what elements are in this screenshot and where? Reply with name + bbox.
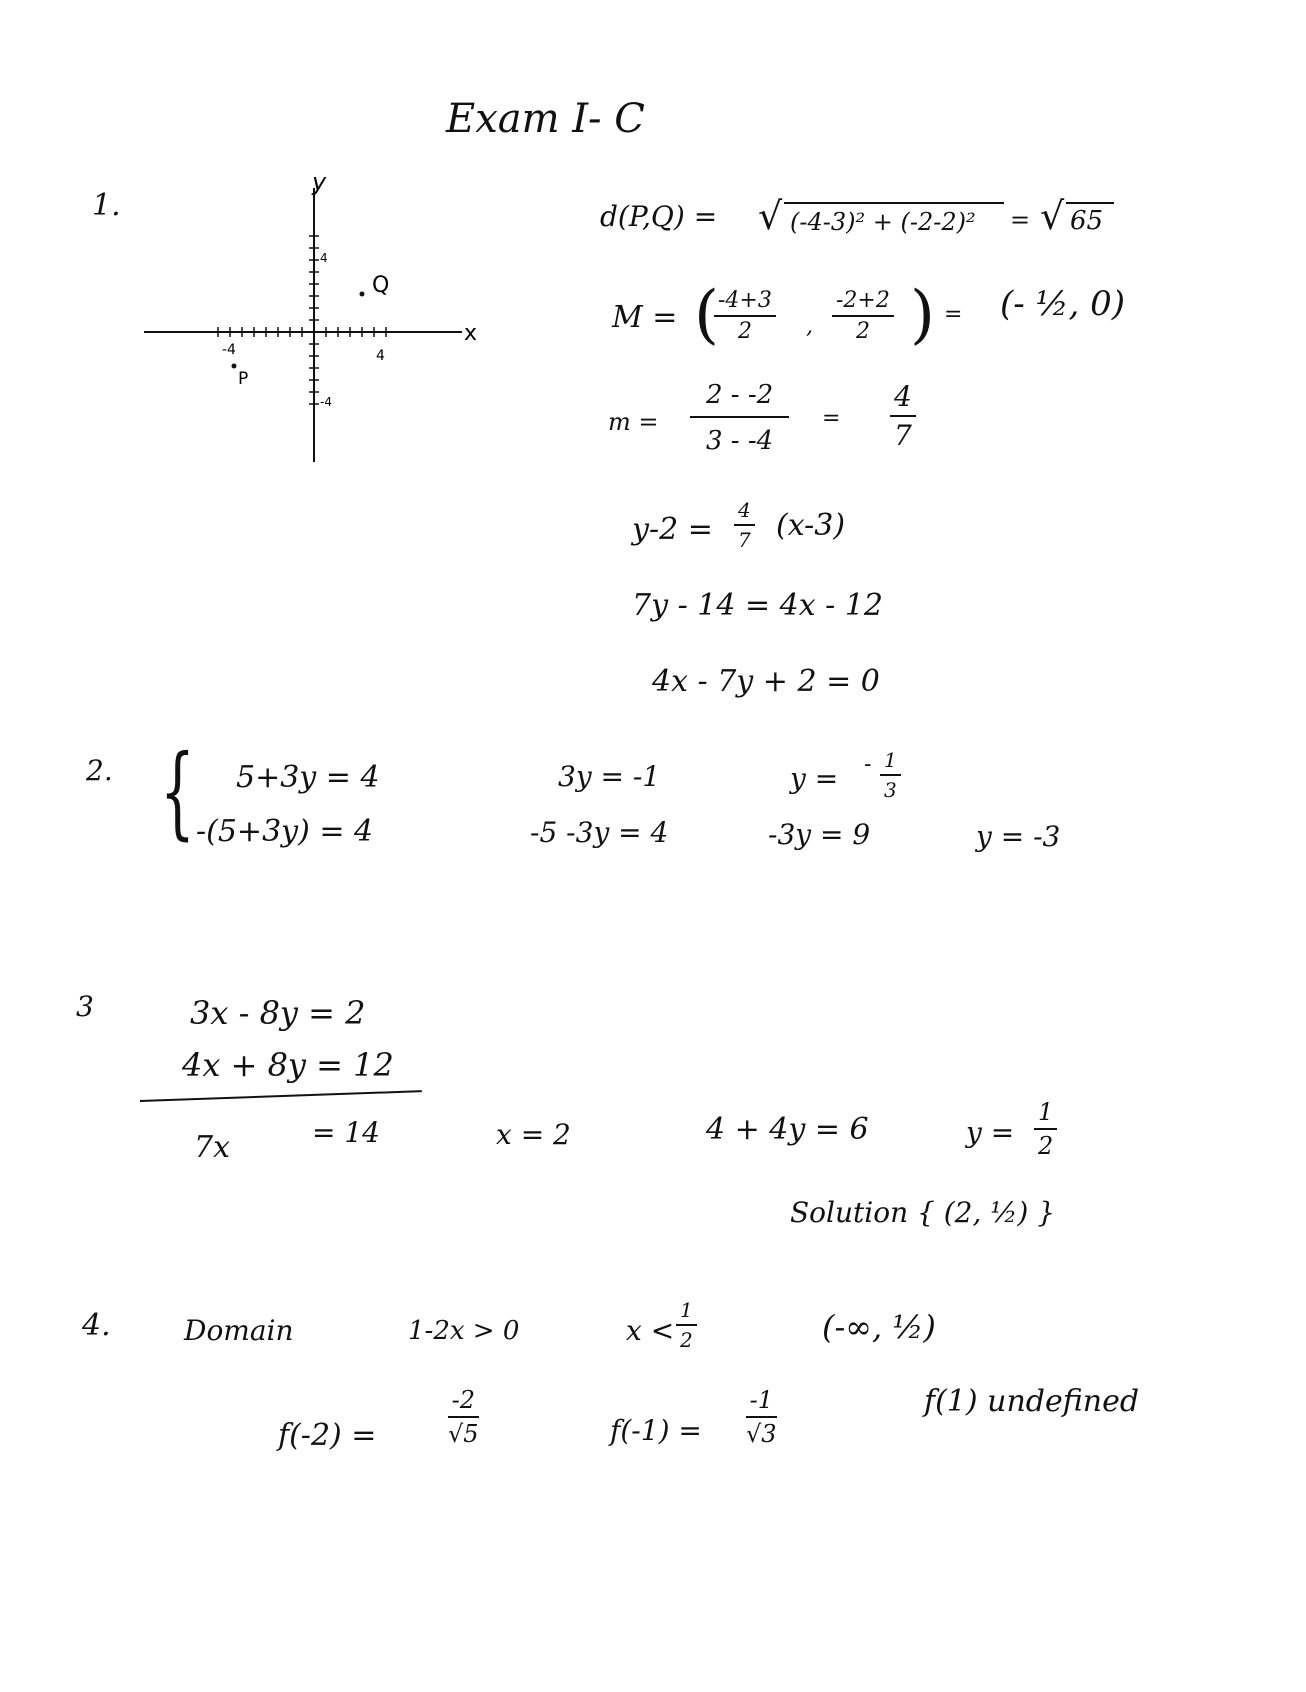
p2-step2-a-denominator: 3 bbox=[884, 778, 897, 802]
line-eq-step1-denominator: 7 bbox=[738, 528, 751, 552]
p4-inequality: 1-2x > 0 bbox=[408, 1316, 520, 1346]
midpoint-open-paren: ( bbox=[694, 278, 719, 352]
p4-x-less-than-denominator: 2 bbox=[680, 1328, 693, 1352]
p4-interval: (-∞, ½) bbox=[822, 1308, 936, 1346]
line-eq-step3: 4x - 7y + 2 = 0 bbox=[652, 664, 880, 699]
midpoint-lhs: M = bbox=[612, 300, 678, 335]
p2-step2-a-lhs: y = bbox=[790, 762, 839, 795]
p4-f-neg2-denominator: √5 bbox=[448, 1420, 479, 1448]
point-q-dot bbox=[360, 292, 365, 297]
distance-equals: = bbox=[1010, 206, 1031, 234]
p3-y-denominator: 2 bbox=[1038, 1132, 1054, 1160]
midpoint-close-paren: ) bbox=[910, 278, 935, 352]
p2-system-eq-b: -(5+3y) = 4 bbox=[196, 814, 374, 849]
problem-number-3: 3 bbox=[76, 990, 94, 1023]
p3-y-fraction bbox=[1034, 1098, 1057, 1160]
tick-label-pos-y: 4 bbox=[320, 251, 328, 265]
system-brace: { bbox=[160, 733, 195, 850]
problem-number-1: 1. bbox=[92, 188, 121, 223]
tick-label-neg-y: -4 bbox=[320, 395, 332, 409]
p3-sum-lhs: 7x bbox=[194, 1130, 231, 1165]
distance-lhs: d(P,Q) = bbox=[600, 200, 718, 233]
p2-step2-a-numerator: 1 bbox=[880, 748, 901, 776]
midpoint-y-numerator: -2+2 bbox=[832, 288, 894, 317]
p3-substitution: 4 + 4y = 6 bbox=[706, 1112, 869, 1147]
problem-number-4: 4. bbox=[82, 1308, 111, 1343]
slope-fraction bbox=[690, 380, 789, 456]
p4-f-neg1-lhs: f(-1) = bbox=[610, 1414, 702, 1447]
midpoint-comma: , bbox=[806, 314, 813, 339]
distance-vinculum-2 bbox=[1066, 202, 1114, 204]
p4-f-neg2-numerator: -2 bbox=[448, 1386, 479, 1418]
distance-radical-sign: √ bbox=[758, 194, 783, 238]
point-p-label: P bbox=[238, 369, 249, 389]
p3-eq2: 4x + 8y = 12 bbox=[182, 1046, 394, 1084]
p4-f-neg1-fraction bbox=[742, 1386, 781, 1448]
p2-step1-a: 3y = -1 bbox=[558, 760, 661, 793]
page-title: Exam I- C bbox=[446, 96, 645, 142]
p3-sum-rule bbox=[140, 1090, 422, 1102]
midpoint-y-fraction bbox=[832, 288, 894, 344]
midpoint-x-numerator: -4+3 bbox=[714, 288, 776, 317]
line-eq-step1-numerator: 4 bbox=[734, 498, 755, 526]
distance-radicand: (-4-3)² + (-2-2)² bbox=[790, 208, 976, 236]
p2-system-eq-a: 5+3y = 4 bbox=[236, 760, 380, 795]
distance-vinculum bbox=[784, 202, 1004, 204]
x-axis-label: x bbox=[464, 321, 478, 346]
y-axis-label: y bbox=[312, 170, 327, 196]
midpoint-y-denominator: 2 bbox=[855, 319, 870, 344]
point-q-label: Q bbox=[372, 273, 390, 298]
point-p-dot bbox=[232, 364, 237, 369]
p2-step2-b: -3y = 9 bbox=[768, 818, 871, 851]
slope-result-numerator: 4 bbox=[890, 380, 916, 417]
coordinate-graph bbox=[140, 170, 520, 480]
slope-result-fraction bbox=[890, 380, 916, 452]
p4-domain-label: Domain bbox=[184, 1314, 294, 1347]
p3-eq1: 3x - 8y = 2 bbox=[190, 994, 366, 1032]
line-eq-step1-fraction bbox=[734, 498, 755, 552]
p4-x-less-than-fraction bbox=[676, 1298, 697, 1352]
p2-step3: y = -3 bbox=[976, 820, 1061, 853]
p4-f-neg2-lhs: f(-2) = bbox=[278, 1418, 377, 1453]
p3-y-lhs: y = bbox=[966, 1116, 1015, 1149]
p2-step2-a-fraction bbox=[880, 748, 901, 802]
line-eq-step2: 7y - 14 = 4x - 12 bbox=[632, 588, 884, 623]
slope-denominator: 3 - -4 bbox=[706, 426, 774, 456]
p4-x-less-than: x < bbox=[626, 1314, 675, 1347]
line-eq-step1-rhs: (x-3) bbox=[776, 508, 846, 543]
problem-number-2: 2. bbox=[86, 754, 113, 787]
p2-step1-b: -5 -3y = 4 bbox=[530, 816, 669, 849]
p3-x-result: x = 2 bbox=[496, 1118, 571, 1151]
p4-x-less-than-numerator: 1 bbox=[676, 1298, 697, 1326]
p3-y-numerator: 1 bbox=[1034, 1098, 1057, 1130]
p4-f-neg1-numerator: -1 bbox=[746, 1386, 777, 1418]
line-eq-step1-lhs: y-2 = bbox=[632, 512, 713, 547]
p4-f1-undefined: f(1) undefined bbox=[924, 1384, 1140, 1419]
slope-numerator: 2 - -2 bbox=[690, 380, 789, 418]
midpoint-x-fraction bbox=[714, 288, 776, 344]
distance-radical-sign-2: √ bbox=[1040, 194, 1065, 238]
p4-f-neg1-denominator: √3 bbox=[746, 1420, 777, 1448]
distance-result: 65 bbox=[1070, 206, 1104, 236]
midpoint-equals: = bbox=[944, 302, 963, 327]
slope-equals: = bbox=[822, 406, 841, 431]
midpoint-result: (- ½, 0) bbox=[1000, 284, 1126, 324]
p3-solution: Solution { (2, ½) } bbox=[790, 1196, 1056, 1229]
tick-label-pos-x: 4 bbox=[376, 348, 385, 364]
slope-result-denominator: 7 bbox=[894, 419, 912, 452]
tick-label-neg-x: -4 bbox=[222, 342, 236, 358]
p4-f-neg2-fraction bbox=[444, 1386, 483, 1448]
p2-step2-a-sign: - bbox=[864, 752, 872, 777]
midpoint-x-denominator: 2 bbox=[737, 319, 752, 344]
p3-sum-rhs: = 14 bbox=[312, 1116, 380, 1149]
slope-lhs: m = bbox=[608, 408, 659, 436]
